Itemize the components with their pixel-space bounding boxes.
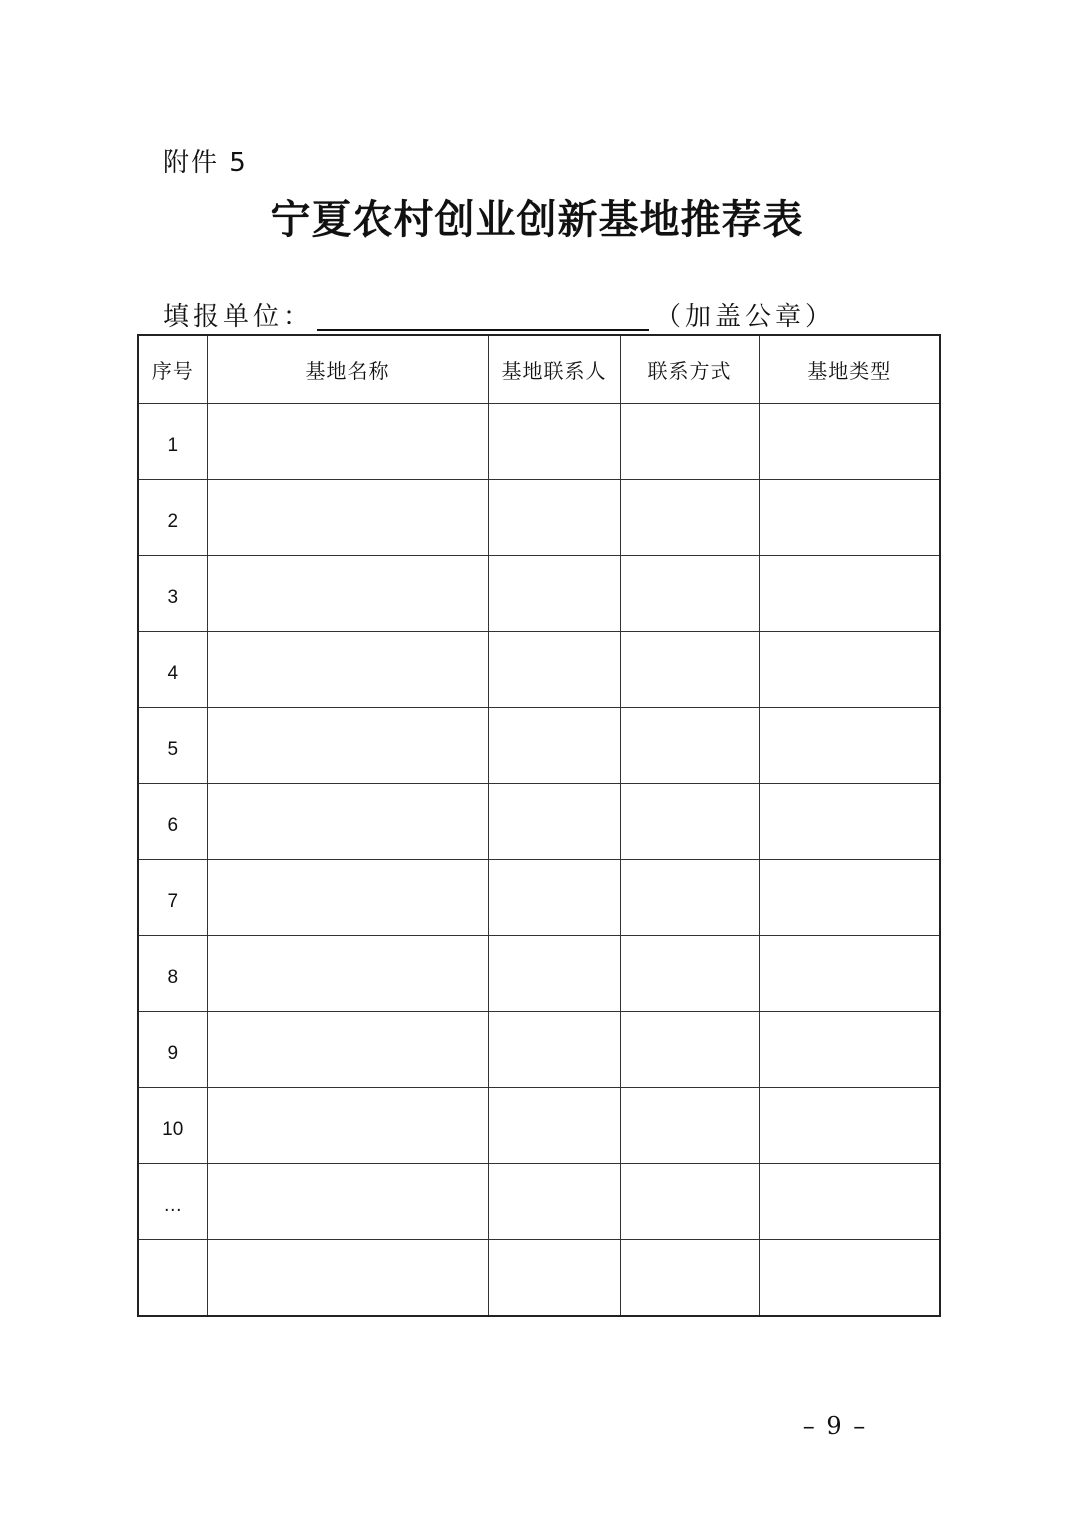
base-name-cell[interactable] [207, 784, 488, 860]
table-row [138, 1164, 940, 1240]
contact-method-cell[interactable] [620, 404, 759, 480]
table-row [138, 480, 940, 556]
base-name-cell[interactable] [207, 708, 488, 784]
row-serial-number: 9 [138, 1012, 207, 1088]
row-serial-number: 5 [138, 708, 207, 784]
base-name-cell[interactable] [207, 860, 488, 936]
header-base-contact: 基地联系人 [488, 335, 620, 404]
base-name-cell[interactable] [207, 1012, 488, 1088]
header-base-type: 基地类型 [759, 335, 940, 404]
base-name-cell[interactable] [207, 480, 488, 556]
base-name-cell[interactable] [207, 1240, 488, 1317]
base-name-cell[interactable] [207, 936, 488, 1012]
base-contact-cell[interactable] [488, 1088, 620, 1164]
row-serial-number: 6 [138, 784, 207, 860]
fill-unit-blank-line [317, 299, 649, 331]
base-contact-cell[interactable] [488, 936, 620, 1012]
base-name-cell[interactable] [207, 632, 488, 708]
row-serial-number: 4 [138, 632, 207, 708]
base-contact-cell[interactable] [488, 1012, 620, 1088]
contact-method-cell[interactable] [620, 1088, 759, 1164]
base-contact-cell[interactable] [488, 404, 620, 480]
contact-method-cell[interactable] [620, 1240, 759, 1317]
table-row [138, 556, 940, 632]
table-row [138, 784, 940, 860]
contact-method-cell[interactable] [620, 784, 759, 860]
header-contact-method: 联系方式 [620, 335, 759, 404]
base-name-cell[interactable] [207, 1088, 488, 1164]
base-type-cell[interactable] [759, 1088, 940, 1164]
base-type-cell[interactable] [759, 1240, 940, 1317]
table-row [138, 936, 940, 1012]
table-row [138, 1240, 940, 1317]
recommendation-table [137, 334, 941, 1317]
base-type-cell[interactable] [759, 556, 940, 632]
row-serial-number [138, 1240, 207, 1317]
row-serial-number: 1 [138, 404, 207, 480]
contact-method-cell[interactable] [620, 708, 759, 784]
fill-unit-label: 填报单位： [163, 302, 314, 332]
page-number: – 9 – [802, 1412, 868, 1440]
row-serial-number: 3 [138, 556, 207, 632]
contact-method-cell[interactable] [620, 632, 759, 708]
base-name-cell[interactable] [207, 1164, 488, 1240]
contact-method-cell[interactable] [620, 556, 759, 632]
contact-method-cell[interactable] [620, 860, 759, 936]
base-contact-cell[interactable] [488, 556, 620, 632]
row-serial-number: 2 [138, 480, 207, 556]
base-type-cell[interactable] [759, 784, 940, 860]
header-base-name: 基地名称 [207, 335, 488, 404]
table-row [138, 1088, 940, 1164]
contact-method-cell[interactable] [620, 480, 759, 556]
base-type-cell[interactable] [759, 1164, 940, 1240]
row-serial-number: 10 [138, 1088, 207, 1164]
base-name-cell[interactable] [207, 404, 488, 480]
attachment-label: 附件 5 [163, 148, 248, 178]
contact-method-cell[interactable] [620, 1012, 759, 1088]
contact-method-cell[interactable] [620, 1164, 759, 1240]
base-contact-cell[interactable] [488, 708, 620, 784]
base-contact-cell[interactable] [488, 480, 620, 556]
base-contact-cell[interactable] [488, 784, 620, 860]
seal-note: （加盖公章） [655, 302, 836, 332]
table-row [138, 708, 940, 784]
base-type-cell[interactable] [759, 1012, 940, 1088]
base-name-cell[interactable] [207, 556, 488, 632]
header-serial-number: 序号 [138, 335, 207, 404]
table-row [138, 632, 940, 708]
base-type-cell[interactable] [759, 936, 940, 1012]
base-contact-cell[interactable] [488, 860, 620, 936]
table-header-row [138, 335, 940, 404]
base-contact-cell[interactable] [488, 1164, 620, 1240]
row-serial-number: … [138, 1164, 207, 1240]
contact-method-cell[interactable] [620, 936, 759, 1012]
table-row [138, 1012, 940, 1088]
base-type-cell[interactable] [759, 632, 940, 708]
table-row [138, 404, 940, 480]
row-serial-number: 7 [138, 860, 207, 936]
row-serial-number: 8 [138, 936, 207, 1012]
base-type-cell[interactable] [759, 708, 940, 784]
base-type-cell[interactable] [759, 404, 940, 480]
document-title: 宁夏农村创业创新基地推荐表 [270, 196, 804, 243]
base-contact-cell[interactable] [488, 632, 620, 708]
table-row [138, 860, 940, 936]
base-type-cell[interactable] [759, 480, 940, 556]
fill-unit-row [163, 295, 835, 335]
base-type-cell[interactable] [759, 860, 940, 936]
base-contact-cell[interactable] [488, 1240, 620, 1317]
